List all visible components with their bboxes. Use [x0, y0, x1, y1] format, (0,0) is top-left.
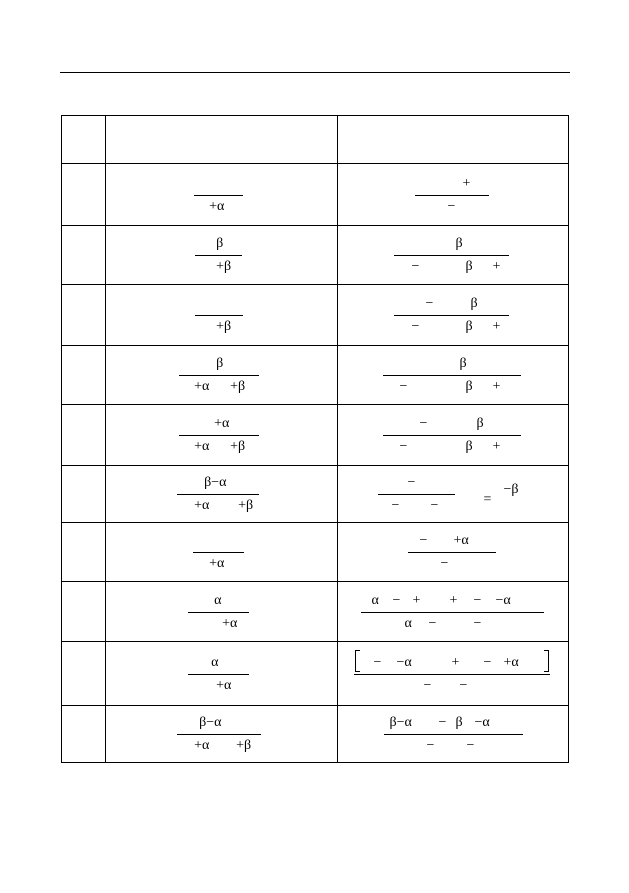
formula-fraction [338, 466, 568, 522]
fraction-bar [354, 674, 550, 675]
fraction-bar [394, 315, 509, 316]
formula-term: + [492, 439, 501, 454]
fraction-bar [193, 552, 244, 553]
formula-term: β [455, 715, 463, 730]
formula-term: − [425, 296, 434, 311]
formula-term: −α [495, 593, 511, 608]
fraction-bar [408, 552, 496, 553]
formula-term: α [371, 593, 379, 608]
formula-fraction [338, 523, 568, 581]
formula-term: +β [216, 259, 232, 274]
formula-term: β [216, 236, 224, 251]
formula-term: +α [194, 738, 210, 753]
formula-term: +β [238, 498, 254, 513]
formula-term: β [465, 439, 473, 454]
formula-row [62, 346, 569, 405]
row-index-cell [62, 285, 106, 346]
left-formula-cell [106, 405, 337, 466]
formula-term: β [216, 356, 224, 371]
fraction-bar [394, 255, 509, 256]
formula-term: β [455, 236, 463, 251]
formula-fraction [338, 285, 568, 345]
row-index-cell [62, 346, 106, 405]
formula-term: − [423, 678, 432, 693]
formula-fraction [106, 706, 336, 762]
formula-term: − [473, 593, 482, 608]
formula-term: β−α [389, 715, 412, 730]
formula-row [62, 523, 569, 582]
fraction-bar [179, 435, 259, 436]
right-formula-cell [337, 285, 568, 346]
fraction-bar [383, 435, 521, 436]
left-formula-cell [106, 706, 337, 763]
formula-term: − [459, 678, 468, 693]
formula-term: = [483, 492, 492, 507]
formula-row [62, 226, 569, 285]
left-formula-cell [106, 226, 337, 285]
formula-fraction [338, 164, 568, 225]
formula-term: − [440, 556, 449, 571]
left-formula-cell [106, 164, 337, 226]
fraction-bar [195, 315, 243, 316]
row-index-cell [62, 642, 106, 706]
formula-fraction [338, 405, 568, 465]
right-formula-cell [337, 706, 568, 763]
formula-term: − [447, 199, 456, 214]
formula-term: +α [194, 439, 210, 454]
fraction-bar [194, 195, 243, 196]
fraction-bar [177, 494, 259, 495]
header-cell-left [106, 116, 337, 164]
formula-term: +β [216, 319, 232, 334]
formula-term: +β [236, 738, 252, 753]
formula-row [62, 582, 569, 642]
fraction-bar [195, 255, 242, 256]
formula-fraction [338, 642, 568, 705]
formula-term: − [399, 439, 408, 454]
formula-term: +α [503, 655, 519, 670]
formula-term: +α [194, 379, 210, 394]
formula-term: − [407, 475, 416, 490]
left-formula-cell [106, 642, 337, 706]
formula-table [61, 115, 569, 763]
fraction-bar [378, 494, 455, 495]
right-bracket [544, 650, 549, 672]
right-formula-cell [337, 642, 568, 706]
fraction-bar [384, 734, 523, 735]
formula-term: − [430, 498, 439, 513]
formula-term: β [470, 296, 478, 311]
fraction-bar [361, 612, 544, 613]
fraction-bar [179, 375, 259, 376]
row-index-cell [62, 164, 106, 226]
right-formula-cell [337, 582, 568, 642]
formula-term: − [466, 738, 475, 753]
formula-fraction [106, 285, 336, 345]
right-formula-cell [337, 346, 568, 405]
formula-term: − [438, 715, 447, 730]
formula-term: +β [230, 439, 246, 454]
formula-term: −β [503, 482, 519, 497]
header-cell-index [62, 116, 106, 164]
formula-term: +α [214, 416, 230, 431]
left-formula-cell [106, 582, 337, 642]
formula-term: − [391, 498, 400, 513]
formula-term: +β [230, 379, 246, 394]
fraction-bar [177, 734, 261, 735]
formula-row [62, 405, 569, 466]
row-index-cell [62, 405, 106, 466]
formula-fraction [106, 405, 336, 465]
formula-term: − [483, 655, 492, 670]
formula-term: − [419, 416, 428, 431]
row-index-cell [62, 226, 106, 285]
right-formula-cell [337, 523, 568, 582]
formula-term: + [492, 379, 501, 394]
fraction-bar [415, 195, 489, 196]
formula-term: − [373, 655, 382, 670]
formula-term: − [392, 593, 401, 608]
formula-term: β [459, 356, 467, 371]
right-formula-cell [337, 164, 568, 226]
left-formula-cell [106, 346, 337, 405]
formula-fraction [106, 346, 336, 404]
row-index-cell [62, 582, 106, 642]
row-index-cell [62, 523, 106, 582]
formula-term: +α [216, 678, 232, 693]
left-bracket [355, 650, 360, 672]
formula-term: + [412, 593, 421, 608]
formula-term: − [411, 319, 420, 334]
formula-fraction [106, 642, 336, 705]
formula-row [62, 642, 569, 706]
formula-term: α [214, 593, 222, 608]
formula-term: + [492, 319, 501, 334]
formula-fraction [338, 706, 568, 762]
row-index-cell [62, 466, 106, 523]
right-formula-cell [337, 405, 568, 466]
formula-term: β [476, 416, 484, 431]
formula-term: − [473, 616, 482, 631]
formula-fraction [338, 226, 568, 284]
formula-row [62, 285, 569, 346]
formula-fraction [338, 582, 568, 641]
fraction-bar [188, 612, 249, 613]
formula-term: +α [453, 533, 469, 548]
right-formula-cell [337, 226, 568, 285]
left-formula-cell [106, 523, 337, 582]
formula-fraction [338, 346, 568, 404]
formula-term: + [462, 176, 471, 191]
table-header-row [62, 116, 569, 164]
formula-term: − [419, 533, 428, 548]
formula-term: β [465, 259, 473, 274]
formula-term: α [404, 616, 412, 631]
right-formula-cell [337, 466, 568, 523]
header-rule [60, 72, 570, 73]
formula-term: − [428, 616, 437, 631]
formula-term: − [411, 259, 420, 274]
formula-term: + [451, 655, 460, 670]
formula-row [62, 164, 569, 226]
formula-term: − [426, 738, 435, 753]
left-formula-cell [106, 466, 337, 523]
formula-fraction [106, 164, 336, 225]
row-index-cell [62, 706, 106, 763]
formula-term: β−α [204, 475, 227, 490]
formula-term: +α [209, 199, 225, 214]
formula-fraction [106, 582, 336, 641]
formula-term: −α [474, 715, 490, 730]
formula-term: +α [209, 556, 225, 571]
formula-fraction [106, 226, 336, 284]
formula-term: +α [194, 498, 210, 513]
left-formula-cell [106, 285, 337, 346]
formula-term: + [449, 593, 458, 608]
formula-term: + [492, 259, 501, 274]
header-cell-right [337, 116, 568, 164]
formula-term: β−α [199, 715, 222, 730]
formula-fraction [106, 466, 336, 522]
formula-term: +α [222, 616, 238, 631]
formula-term: β [465, 319, 473, 334]
fraction-bar [188, 674, 249, 675]
formula-row [62, 466, 569, 523]
formula-term: −α [396, 655, 412, 670]
formula-fraction [106, 523, 336, 581]
formula-term: β [465, 379, 473, 394]
formula-term: α [211, 655, 219, 670]
formula-row [62, 706, 569, 763]
formula-term: − [399, 379, 408, 394]
fraction-bar [383, 375, 521, 376]
